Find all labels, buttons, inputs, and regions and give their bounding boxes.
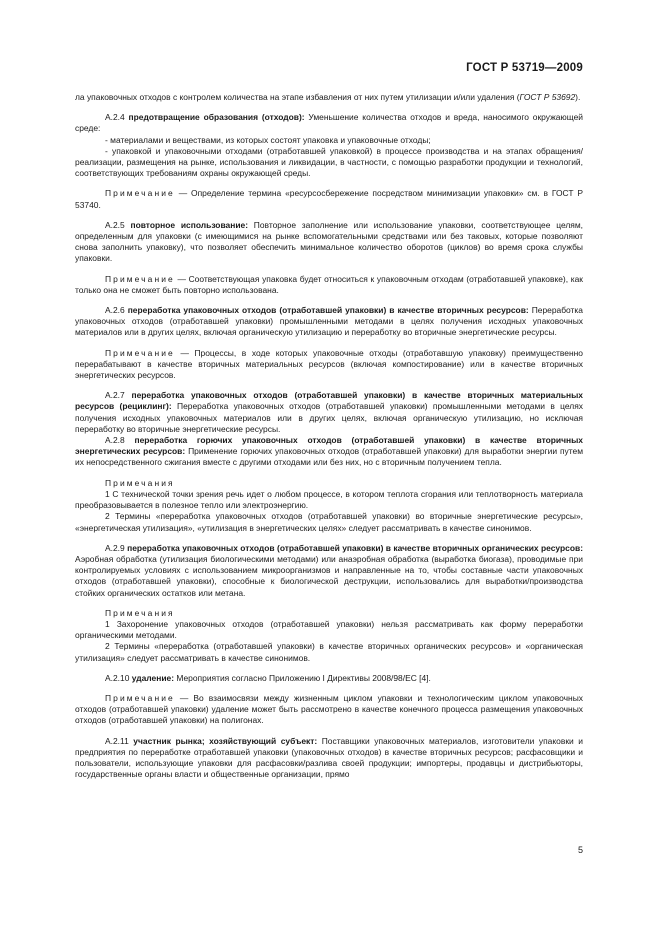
- clause-text: Аэробная обработка (утилизация биологическими методами) или анаэробная обработка (выработка биогаза), проводимые при контролируемых условиях с использованием микроорганизмов и направленные на то, чтобы составные части упаковочных отходов (отработавшей упаковки), способные к биологической деструкции, использовались для выработки/производства стойких органических остатков или метана.: [75, 553, 583, 598]
- clause-a29: [75, 543, 583, 599]
- note-text: — Во взаимосвязи между жизненным циклом упаковки и технологическим циклом упаковочных отходов (отработавшей упаковки) удаление может быть рассмотрено в качестве конечного процесса размещения упаковочных отходов (отработавшей упаковки) на полигонах.: [75, 692, 583, 726]
- clause-text: Поставщики упаковочных материалов, изготовители упаковки и предприятия по переработке отработавшей упаковки (упаковочных отходов) в качестве вторичных ресурсов; расфасовщики и пользователи, использующие упаковки для расфасовки/разлива своей продукции; импортеры, продавцы и дистрибьюторы, государственные органы власти и общественные организации, прямо: [75, 735, 583, 780]
- note-text: — Определение термина «ресурсосбережение посредством минимизации упаковки» см. в ГОСТ Р 53740.: [75, 188, 583, 210]
- note-item: 2 Термины «переработка (отработавшей упаковки) в качестве вторичных органических ресурсов» и «органическая утилизация» следует рассматривать в качестве синонимов.: [75, 641, 583, 663]
- clause-a211: [75, 736, 583, 781]
- clause-number: А.2.4: [105, 112, 129, 123]
- notes-label: Примечания: [105, 607, 175, 618]
- note-text: — Соответствующая упаковка будет относиться к упаковочным отходам (отработавшей упаковке), как только она не сможет быть повторно использована.: [75, 273, 583, 295]
- standard-header: ГОСТ Р 53719—2009: [466, 62, 583, 74]
- clause-term: переработка упаковочных отходов (отработавшей упаковки) в качестве вторичных ресурсов:: [127, 305, 529, 316]
- note-a26: [75, 348, 583, 382]
- list-item: - упаковкой и упаковочными отходами (отработавшей упаковкой) в процессе производства и на этапах обращения/реализации, размещения на рынке, использования и ликвидации, в частности, с помощью разработки продукции и технологий, соответствующих требованиям охраны окружающей среды.: [75, 145, 583, 179]
- clause-number: А.2.7: [105, 390, 132, 401]
- clause-term: участник рынка; хозяйствующий субъект:: [133, 735, 318, 746]
- clause-text: Уменьшение количества отходов и вреда, наносимого окружающей среде:: [75, 112, 584, 134]
- clause-term: предотвращение образования (отходов):: [128, 112, 305, 123]
- clause-a28: [75, 435, 583, 469]
- clause-number: А.2.10: [105, 672, 132, 683]
- note-item: 1 С технической точки зрения речь идет о любом процессе, в котором теплота сгорания или теплотворность материала преобразовывается в полезное тепло или электроэнергию.: [75, 488, 583, 511]
- list-item: - материалами и веществами, из которых состоят упаковка и упаковочные отходы;: [105, 134, 431, 145]
- note-a24: [75, 188, 583, 210]
- clause-term: удаление:: [131, 672, 175, 683]
- clause-text: Мероприятия согласно Приложению I Директивы 2008/98/ЕС [4].: [174, 672, 431, 683]
- document-body: [75, 92, 583, 780]
- clause-term: переработка горючих упаковочных отходов (отработавшей упаковки) в качестве вторичных энергетических ресурсов:: [75, 435, 583, 457]
- clause-text: Повторное заполнение или использование упаковки, соответствующее целям, определенным для упаковки (с имеющимися на рынке вспомогательными средствами или без таковых, которые позволяют снова заполнить упаковку), что позволяет обеспечить минимальное количество оборотов (циклов) во время срока службы упаковки.: [75, 219, 584, 264]
- clause-a27: [75, 390, 583, 435]
- clause-number: А.2.5: [105, 219, 131, 230]
- clause-number: А.2.11: [105, 735, 134, 746]
- note-a210: [75, 693, 583, 727]
- note-label: Примечание: [105, 347, 175, 358]
- note-label: Примечание: [105, 273, 175, 284]
- intro-paragraph: [75, 92, 583, 103]
- clause-text: Применение горючих упаковочных отходов (отработавшей упаковки) для выработки энергии путем их непосредственного сжигания вместе с другими отходами или без них, но с вторичным получением тепла.: [75, 446, 583, 468]
- clause-a26: [75, 305, 583, 339]
- note-item: 2 Термины «переработка упаковочных отходов (отработавшей упаковки) во вторичные энергетические ресурсы», «энергетическая утилизация», «утилизация в энергетических целях» следует рассматривать в качестве синонимов.: [75, 511, 583, 533]
- clause-number: А.2.6: [105, 305, 128, 316]
- clause-term: переработка упаковочных отходов (отработавшей упаковки) в качестве вторичных органических ресурсов:: [127, 542, 584, 553]
- note-a25: [75, 274, 583, 296]
- clause-text: Переработка упаковочных отходов (отработавшей упаковки) промышленными методами в целях получения исходных упаковочных материалов или в других целях, включая органическую утилизацию и переработку во вторичные энергетические ресурсы.: [75, 305, 583, 338]
- notes-label: Примечания: [105, 477, 175, 488]
- intro-tail: ).: [575, 92, 581, 102]
- note-text: — Процессы, в ходе которых упаковочные отходы (отработавшую упаковку) преимущественно перерабатывают в качестве вторичных материальных ресурсов (включая компостирование) или в качестве вторичных энергетических ресурсов.: [75, 347, 583, 381]
- clause-number: А.2.9: [105, 542, 128, 553]
- clause-text: Переработка упаковочных отходов (отработавшей упаковки) промышленными методами в целях получения исходных упаковочных материалов или в других целях, включая органическую утилизацию, но исключая переработку во вторичные энергетические ресурсы.: [75, 401, 583, 434]
- clause-a25: [75, 220, 583, 265]
- intro-text: ла упаковочных отходов с контролем количества на этапе избавления от них путем утилизации и/или удаления (: [75, 92, 520, 102]
- clause-term: повторное использование:: [130, 219, 249, 230]
- note-label: Примечание: [105, 692, 175, 703]
- clause-a210: [75, 673, 583, 684]
- note-label: Примечание: [105, 188, 175, 199]
- page-number: 5: [577, 845, 583, 855]
- intro-reference: ГОСТ Р 53692: [519, 92, 576, 102]
- clause-a24: [75, 112, 583, 134]
- clause-term: переработка упаковочных отходов (отработавшей упаковки) в качестве вторичных материальных ресурсов (рециклинг):: [75, 390, 583, 412]
- note-item: 1 Захоронение упаковочных отходов (отработавшей упаковки) нельзя рассматривать как форму переработки органическими методами.: [75, 618, 583, 641]
- clause-number: А.2.8: [105, 435, 135, 446]
